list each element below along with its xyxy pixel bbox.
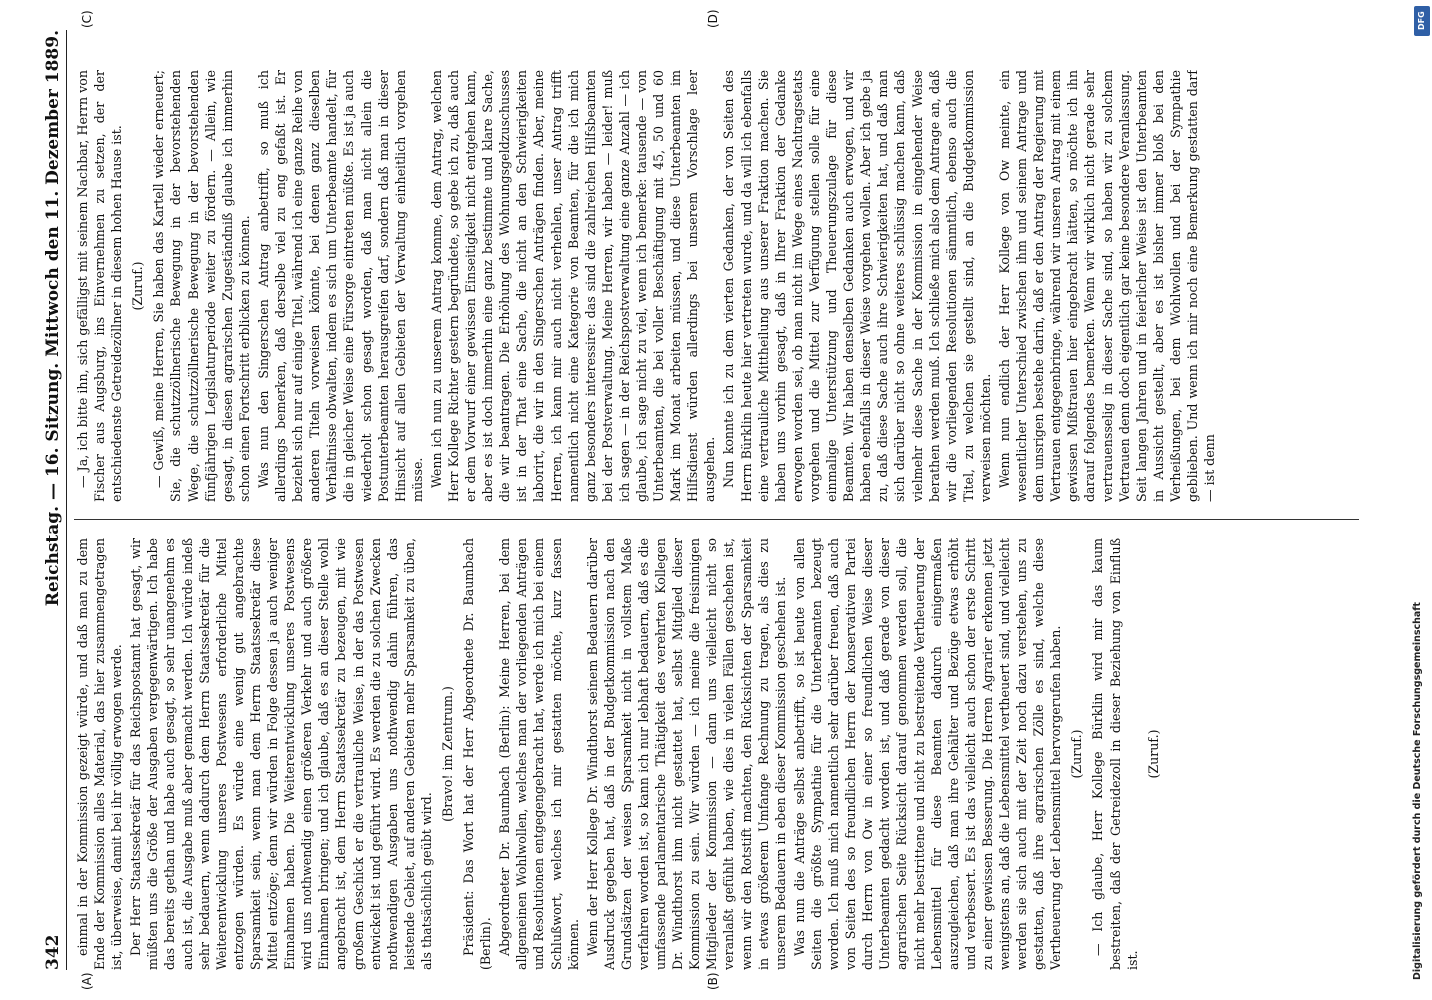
column-divider (74, 519, 1359, 520)
page-number: 342 (43, 934, 63, 970)
paragraph: — Ich glaube, Herr Kollege Bürklin wird mir das kaum bestreiten, daß der Getreidezoll in dieser Beziehung von Einfluß ist. (1090, 538, 1140, 970)
paragraph: einmal in der Kommission gezeigt würde, und daß man zu dem Ende der Kommission alles Material, das hier zusammengetragen ist, überweise, damit bei ihr völlig erwogen werde. (75, 538, 125, 970)
right-column (74, 70, 1362, 502)
margin-marker-a: (A) (80, 972, 94, 990)
paragraph: Abgeordneter Dr. Baumbach (Berlin): Meine Herren, bei dem allgemeinen Wohlwollen, welches man der vorliegenden Anträgen und Resolutionen entgegengebracht hat, werde ich mich bei einem Schlußwort, welches ich mir gestatten möchte, kurz fassen können. (497, 538, 581, 970)
margin-marker-c: (C) (80, 10, 94, 28)
paragraph: Nun konnte ich zu dem vierten Gedanken, der von Seiten des Herrn Bürklin heute hier vertreten wurde, und da will ich ebenfalls eine vertrauliche Mittheilung aus unserer Fraktion machen. Sie haben uns vorhin gesagt, daß in Ihrer Fraktion der Gedanke erwogen worden sei, ob man nicht im Wege eines Nachtragsetats vorgehen und die Mittel zur Verfügung stellen solle für eine einmalige Unterstützung und Theuerungszulage für diese Beamten. Wir haben denselben Gedanken auch erwogen, und wir haben ebenfalls in dieser Weise vorgehen wollen. Aber ich gebe ja zu, daß diese Sache auch ihre Schwierigkeiten hat, und daß man sich darüber nicht so ohne weiteres schlüssig machen kann, daß vielmehr diese Sache in der Kommission in eingehender Weise berathen werden muß. Ich schließe mich also dem Antrage an, daß wir die vorliegenden Resolutionen sämmtlich, ebenso auch die Titel, zu welchen sie gestellt sind, an die Budgetkommission verweisen möchten. (721, 70, 993, 502)
margin-marker-b: (B) (706, 972, 720, 990)
paragraph: Wenn nun endlich der Herr Kollege von Ow meinte, ein wesentlicher Unterschied zwischen ihm und seinem Antrage und dem unsrigen bestehe darin, daß er den Antrag der Regierung mit Vertrauen entgegenbringe, während wir unseren Antrag mit einem gewissen Mißtrauen hier eingebracht hätten, so möchte ich ihn darauf folgendes bemerken. Wenn wir wirklich nicht gerade sehr vertrauensselig in dieser Sache sind, so haben wir zu solchem Vertrauen denn doch eigentlich gar keine besondere Veranlassung. Seit langen Jahren und in feierlicher Weise ist den Unterbeamten in Aussicht gestellt, aber es ist bisher immer bloß bei den Verheißungen, bei dem Wohlwollen und bei der Sympathie geblieben. Und wenn ich mir noch eine Bemerkung gestatten darf — ist denn (996, 70, 1218, 502)
dfg-logo: DFG (1414, 6, 1430, 36)
margin-marker-d: (D) (706, 9, 720, 28)
paragraph: — Gewiß, meine Herren, Sie haben das Kartell wieder erneuert; Sie, die schutzzöllnerische Bewegung in der bevorstehenden Wege, die schutzzöllnerische Bewegung in der bevorstehenden fünfjährigen Legislaturperiode weiter zu fördern. — Allein, wie gesagt, in diesen agrarischen Zugeständniß glaube ich immerhin schon einen Fortschritt erblicken zu können. (151, 70, 252, 502)
paragraph: Was nun den Singerschen Antrag anbetrifft, so muß ich allerdings bemerken, daß derselbe viel zu eng gefaßt ist. Er bezieht sich nur auf einige Titel, während ich eine ganze Reihe von anderen Titeln vorweisen könnte, bei denen ganz dieselben Verhältnisse obwalten, indem es sich um Unterbeamte handelt, für die in gleicher Weise eine Fürsorge eintreten müßte. Es ist ja auch wiederholt schon gesagt worden, daß man nicht allein die Postunterbeamten herausgreifen darf, sondern daß man in dieser Hinsicht auf allen Gebieten der Verwaltung einheitlich vorgehen müsse. (255, 70, 425, 502)
interjection: (Zuruf.) (130, 261, 146, 311)
running-head (40, 30, 67, 970)
paragraph: Was nun die Anträge selbst anbetrifft, so ist heute von allen Seiten die größte Sympathie für die Unterbeamten bezeugt worden. Ich muß mich namentlich sehr darüber freuen, daß auch von Seiten des so freundlichen Herrn der konservativen Partei durch Herrn von Ow in einer so freundlichen Weise dieser Unterbeamten gedacht worden ist, und daß gerade von dieser agrarischen Seite Rücksicht darauf genommen werden soll, die nicht mehr bestrittene und nicht zu bestreitende Vertheuerung der Lebensmittel für diese Beamten dadurch einigermaßen auszugleichen, daß man ihre Gehälter und Bezüge etwas erhöht und verbessert. Es ist das vielleicht auch schon der erste Schritt zu einer gewissen Besserung. Die Herren Agrarier erkennen jetzt wenigstens an, daß die Lebensmittel vertheuert sind, und vielleicht werden sie sich auch mit der Zeit noch dazu verstehen, uns zu gestatten, daß ihre agrarischen Zölle es sind, welche diese Vertheuerung der Lebensmittel hervorgerufen haben. (791, 538, 1064, 970)
interjection: (Bravo! im Zentrum.) (439, 686, 455, 822)
page-title: Reichstag. — 16. Sitzung. Mittwoch den 11. Dezember 1889. (43, 30, 63, 607)
interjection: (Zuruf.) (1069, 729, 1085, 779)
digitization-credit: Digitalisierung gefördert durch die Deutsche Forschungsgemeinschaft (1412, 602, 1423, 980)
paragraph: Wenn ich nun zu unserem Antrag komme, dem Antrag, welchen Herr Kollege Richter gestern begründete, so gebe ich zu, daß auch er dem Vorwurf einer gewissen Einseitigkeit nicht entgehen kann, aber es ist doch immerhin eine ganz bestimmte und klare Sache, die wir beantragen. Die Erhöhung des Wohnungsgeldzuschusses ist in der That eine Sache, die nicht an den Schwierigkeiten laborirt, die wir in den Singerschen Anträgen finden. Aber, meine Herren, ich kann mir auch nicht verhehlen, unser Antrag trifft namentlich nicht eine Kategorie von Beamten, für die ich mich ganz besonders interessire: das sind die zahlreichen Hilfsbeamten bei der Postverwaltung. Meine Herren, wir haben — leider! muß ich sagen — in der Reichspostverwaltung eine ganze Anzahl — ich glaube, ich sage nicht zu viel, wenn ich bemerke: tausende — von Unterbeamten, die bei voller Beschäftigung mit 45, 50 und 60 Mark im Monat arbeiten müssen, und diese Unterbeamten im Hilfsdienst würden allerdings bei unserem Vorschlage leer ausgehen. (428, 70, 718, 502)
paragraph: — Ja, ich bitte ihn, sich gefälligst mit seinem Nachbar, Herrn von Fischer aus Augsburg, ins Einvernehmen zu setzen, der der entschiedenste Getreidezöllner in diesem hohen Hause ist. (75, 70, 125, 502)
paragraph: Der Herr Staatssekretär für das Reichspostamt hat gesagt, wir müßten uns die Größe der Ausgaben vergegenwärtigen. Ich habe das bereits gethan und habe auch gesagt, so sehr unangenehm es auch ist, die Ausgabe muß aber gemacht werden. Ich würde indeß sehr bedauern, wenn dadurch dem Herrn Staatssekretär für die Weiterentwicklung unseres Postwesens erforderliche Mittel entzogen würden. Es würde eine wenig gut angebrachte Sparsamkeit sein, wenn man dem Herrn Staatssekretär diese Mittel entzöge; denn wir würden in Folge dessen ja auch weniger Einnahmen haben. Die Weiterentwicklung unseres Postwesens wird uns nothwendig einen größeren Verkehr und auch größere Einnahmen bringen; und ich glaube, daß es an dieser Stelle wohl angebracht ist, dem Herrn Staatssekretär zu bezeugen, mit wie großem Geschick er die vertrauliche Weise, in der das Postwesen entwickelt ist und geführt wird. Es werden die zu solchen Zwecken nothwendigen Ausgaben uns nothwendig dahin führen, das leistende Gebiet, auf anderen Gebieten mehr Sparsamkeit zu üben, als thatsächlich geübt wird. (128, 538, 434, 970)
paragraph: Wenn der Herr Kollege Dr. Windthorst seinem Bedauern darüber Ausdruck gegeben hat, daß in der Budgetkommission nach den Grundsätzen der weisen Sparsamkeit nicht in vollstem Maße verfahren worden ist, so kann ich nur lebhaft bedauern, daß es die umfassende parlamentarische Thätigkeit des verehrten Kollegen Dr. Windthorst ihm nicht gestattet hat, selbst Mitglied dieser Kommission zu sein. Wir würden — ich meine die freisinnigen Mitglieder der Kommission — dann uns vielleicht nicht so veranlaßt gefühlt haben, wie dies in vielen Fällen geschehen ist, wenn wir den Rotstift machten, den Rücksichten der Sparsamkeit in etwas größerem Umfange Rechnung zu tragen, als dies zu unserem Bedauern in eben dieser Kommission geschehen ist. (584, 538, 788, 970)
interjection: (Zuruf.) (1145, 729, 1161, 779)
left-column (74, 538, 1362, 970)
paragraph: Präsident: Das Wort hat der Herr Abgeordnete Dr. Baumbach (Berlin). (461, 538, 494, 970)
digitization-credit-strip (1410, 0, 1432, 1000)
